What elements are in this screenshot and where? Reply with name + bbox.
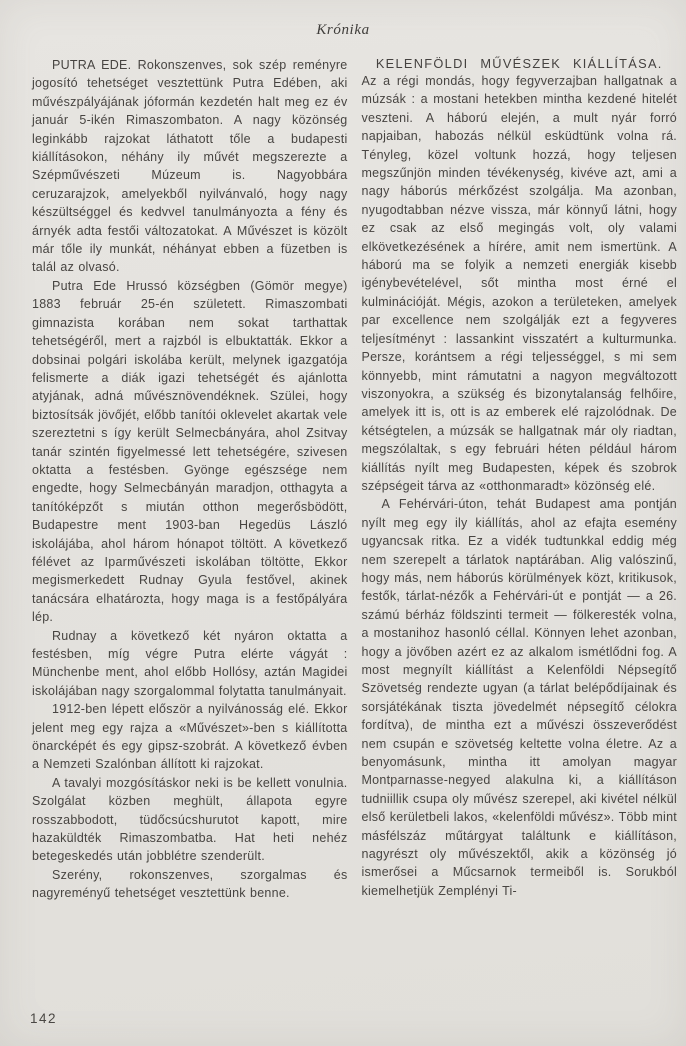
paragraph-putra-biography: Putra Ede Hrussó községben (Gömör megye) 1883 február 25-én született. Rimaszombati gimnazista korában nem sokat tarthattak tehetségéről, mert a rajzból is elbuktatták. Ekkor a dobsinai polgári iskolába került, melynek igazgatója felismerte a diák igazi tehetségét és ajánlotta atyjának, adná művésznövendéknek. Szülei, hogy biztosítsák jövőjét, előbb tanítói oklevelet akartak vele szereztetni s így került Selmecbányára, ahol Zsitvay tanár szintén figyelmessé lett tehetségére, szivesen oktatta a festésben. Gyönge egészsége nem engedte, hogy Selmecbányán maradjon, otthagyta a tanítóképzőt s miután otthon megerősbödött, Budapestre ment 1903-ban Hegedüs László iskolájába, ahol három hónapot töltött. A következő félévet az Iparművészeti iskolában töltötte, Ekkor megismerkedett Rudnay Gyula festővel, akinek tanácsára elhatározta, hogy maga is a festőpályára lép. [32, 278, 348, 625]
text-columns [32, 56, 677, 903]
article-heading: KELENFÖLDI MŰVÉSZEK KIÁLLÍTÁSA. [375, 56, 663, 71]
running-header: Krónika [316, 22, 370, 38]
page-number: 142 [30, 1011, 58, 1026]
paragraph-kelenfold-muses: Az a régi mondás, hogy fegyverzajban hallgatnak a múzsák : a mostani hetekben mintha kezdené hitelét veszteni. A háború elején, a mult nyár forró napjaiban, habozás nélkül esküdtünk volna rá. Tényleg, közel voltunk hozzá, hogy teljesen megszűnjön minden tévékenység, kivéve azt, ami a nagy háborús mérkőzést szolgálja. Ma azonban, nyugodtabban nézve vissza, már könnyű látni, hogy ez csak az első megingás volt, oly valami elkövetkezésének a hírére, amit nem ismertünk. A háború ma se folyik a nemzeti energiák kisebb igénybevételével, sőt mintha most érné el kulminációját. Mégis, azokon a területeken, amelyek par excellence nem szolgálják ezt a fegyveres teljesítményt : lassankint visszatért a kulturmunka. Persze, korántsem a régi teljességgel, s mi sem könnyebb, mint rámutatni a nagyon megváltozott viszonyokra, a szükség és bizonytalanság felhőire, amelyek itt is, ott is az emberek elé rajzolódnak. De kétségtelen, a múzsák se hallgatnak már oly riadtan, megszólaltak, s egy februári héten például három kiállítás nyílt meg Budapesten, képek és szobrok szépségeit tárva az «otthonmaradt» közönség elé. [361, 74, 677, 493]
right-column [362, 56, 678, 903]
paragraph-putra-war: A tavalyi mozgósításkor neki is be kellett vonulnia. Szolgálat közben meghült, állapota egyre rosszabbodott, tüdőcsúcshurutot kapott, mire hazaküldték Rimaszombatba. Hat heti nehéz betegeskedés után jobblétre szenderült. [32, 775, 348, 864]
paragraph-putra-munich: Rudnay a következő két nyáron oktatta a festésben, míg végre Putra elérte vágyát : Münchenbe ment, ahol előbb Hollósy, aztán Magidei iskolájában nagy szorgalommal folytatta tanulmányait. [32, 628, 348, 698]
paragraph-putra-closing: Szerény, rokonszenves, szorgalmas és nagyreményű tehetséget vesztettünk benne. [32, 867, 348, 901]
paragraph-kelenfold-exhibition: A Fehérvári-úton, tehát Budapest ama pontján nyílt meg egy ily kiállítás, ahol az efajta esemény ugyancsak ritka. Ez a vidék tudtunkkal eddig még nem szerepelt a tárlatok naptárában. Alig valószinű, hogy más, nem háborús körülmények közt, kritikusok, festők, tárlat-nézők a Fehérvári-út e pontját — a 26. számú bérház földszinti termeit — fölkeresték volna, a mostanihoz hasonló céllal. Könnyen lehet azonban, hogy a jövőben azért ez az alkalom ismétlődni fog. A most megnyílt kiállítást a Kelenföldi Népsegítő Szövetség rendezte ugyan (a tárlat belépődíjainak és sorsjátékának tiszta jövedelmét népsegítő célokra fordítva), de mintha ezt a művészi összeverődést nem csupán e szövetség keltette volna életre. Az a benyomásunk, mintha itt amolyan magyar Montparnasse-negyed alakulna ki, a kiállításon tudniillik csupa oly művész szerepel, aki kivétel nélkül első kerületbeli lakos, «kelenföldi művész». Több mint másfélszáz műtárgyat találtunk e kiállításon, nagyrészt oly művészektől, akik a közönség jó ismerősei a Műcsarnok termeiből is. Sorukból kiemelhetjük Zemplényi Ti- [361, 497, 677, 898]
left-column [32, 56, 348, 903]
paragraph-putra-intro: PUTRA EDE. Rokonszenves, sok szép reményre jogosító tehetséget vesztettünk Putra Edében, aki művészpályájának jóformán kezdetén halt meg ez év január 5-ikén Rimaszombaton. A nagy közönség leginkább rajzokat láthatott tőle a budapesti kiállításokon, néhány ily művét megszerezte a Szépművészeti Múzeum is. Nagyobbára ceruzarajzok, amelyekből nyilvánvaló, hogy nagy készültséggel és kedvvel tanulmányozta a fény és árnyék adta festői változatokat. A Művészet is közölt már tőle ily munkát, néhányat ebben a füzetben is talál az olvasó. [32, 58, 348, 275]
paragraph-putra-debut: 1912-ben lépett először a nyilvánosság elé. Ekkor jelent meg egy rajza a «Művészet»-ben s kiállította önarcképét és egy gipsz-szobrát. A következő évben a Nemzeti Szalónban állított ki rajzokat. [32, 702, 348, 772]
